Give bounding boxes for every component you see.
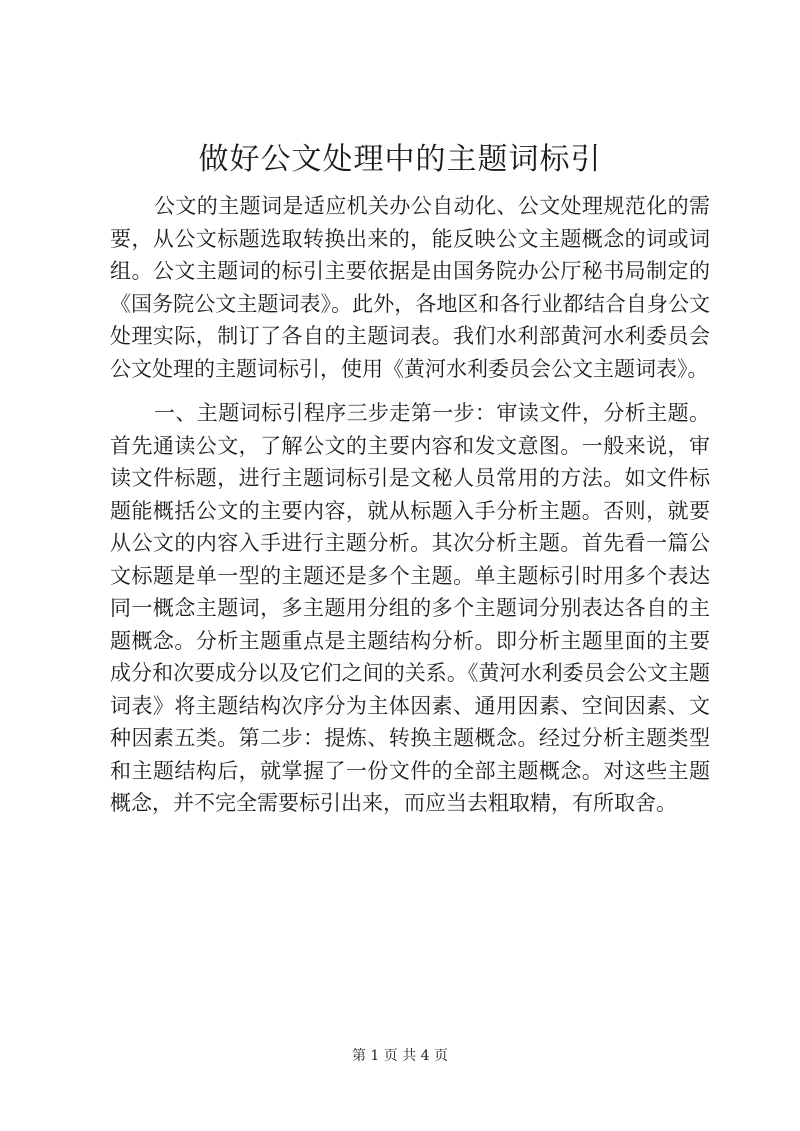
document-body — [110, 190, 710, 832]
paragraph-intro: 公文的主题词是适应机关办公自动化、公文处理规范化的需要，从公文标题选取转换出来的，能反映公文主题概念的词或词组。公文主题词的标引主要依据是由国务院办公厅秘书局制定的《国务院公文主题词表》。此外，各地区和各行业都结合自身公文处理实际，制订了各自的主题词表。我们水利部黄河水利委员会公文处理的主题词标引，使用《黄河水利委员会公文主题词表》。 — [110, 194, 710, 381]
page-footer: 第 1 页 共 4 页 — [351, 1048, 449, 1064]
document-title: 做好公文处理中的主题词标引 — [198, 142, 602, 177]
paragraph-procedure: 一、主题词标引程序三步走第一步：审读文件，分析主题。首先通读公文，了解公文的主要内容和发文意图。一般来说，审读文件标题，进行主题词标引是文秘人员常用的方法。如文件标题能概括公文的主要内容，就从标题入手分析主题。否则，就要从公文的内容入手进行主题分析。其次分析主题。首先看一篇公文标题是单一型的主题还是多个主题。单主题标引时用多个表达同一概念主题词，多主题用分组的多个主题词分别表达各自的主题概念。分析主题重点是主题结构分析。即分析主题里面的主要成分和次要成分以及它们之间的关系。《黄河水利委员会公文主题词表》将主题结构次序分为主体因素、通用因素、空间因素、文种因素五类。第二步：提炼、转换主题概念。经过分析主题类型和主题结构后，就掌握了一份文件的全部主题概念。对这些主题概念，并不完全需要标引出来，而应当去粗取精，有所取舍。 — [110, 401, 710, 815]
